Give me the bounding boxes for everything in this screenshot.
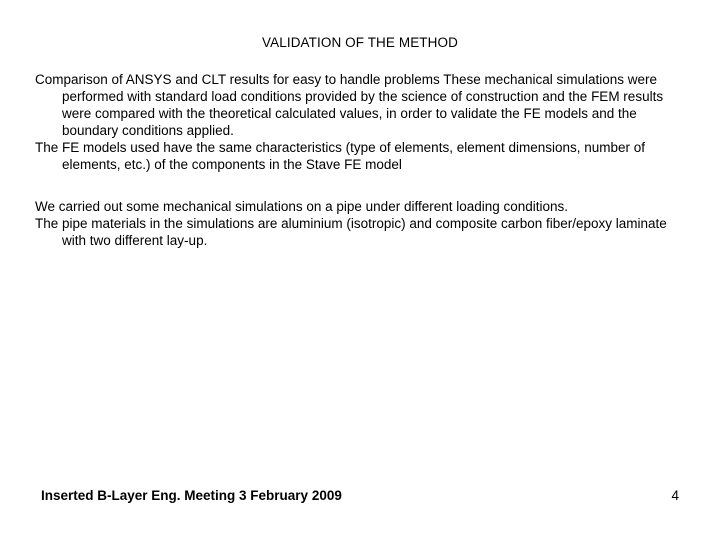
paragraph-simulations: We carried out some mechanical simulations on a pipe under different loading conditions. xyxy=(35,199,569,214)
paragraph-pipe-materials: The pipe materials in the simulations are aluminium (isotropic) and composite carbon fiber/epoxy laminate with two different lay-up. xyxy=(35,216,667,248)
body-text-group-2 xyxy=(35,198,685,249)
paragraph-comparison: Comparison of ANSYS and CLT results for easy to handle problems These mechanical simulations were performed with standard load conditions provided by the science of construction and the FEM results were compared with the theoretical calculated values, in order to validate the FE models and the boundary conditions applied. xyxy=(35,72,664,138)
paragraph-fe-models: The FE models used have the same characteristics (type of elements, element dimensions, number of elements, etc.) of the components in the Stave FE model xyxy=(35,140,646,172)
slide-title: VALIDATION OF THE METHOD xyxy=(262,35,458,50)
slide-footer: Inserted B-Layer Eng. Meeting 3 February 2009 xyxy=(41,488,342,503)
body-text-group-1 xyxy=(35,71,685,173)
page-number: 4 xyxy=(671,488,679,503)
